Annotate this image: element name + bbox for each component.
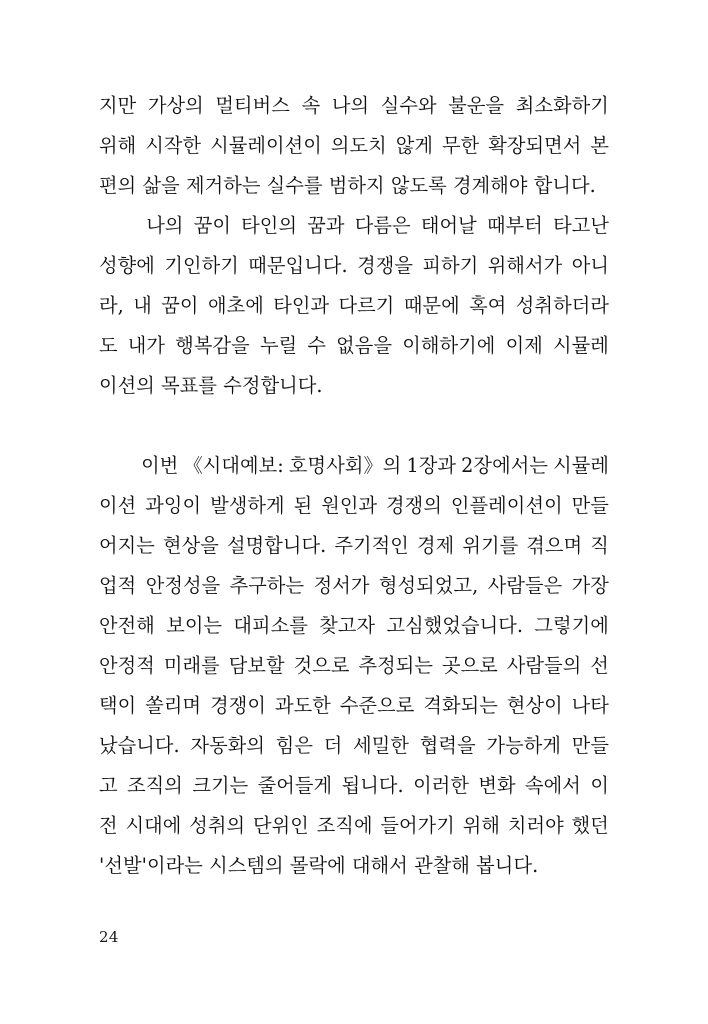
text-segment: 겪으며 [526, 534, 583, 557]
text-segment: 가능하게 [486, 734, 561, 757]
text-line [99, 446, 609, 486]
text-segment: 조직에 [316, 814, 373, 837]
text-segment: 나의 [331, 94, 370, 117]
text-segment: 만들 [571, 734, 609, 757]
text-segment: 시대에 [125, 814, 182, 837]
text-segment: 성취의 [189, 814, 246, 837]
text-line [99, 126, 609, 166]
text-segment: 내 [133, 294, 152, 317]
text-segment: 선 [590, 654, 609, 677]
text-line [99, 166, 609, 206]
text-segment: 위해 [99, 134, 137, 157]
text-segment: 수 [307, 334, 327, 357]
text-segment: 혹여 [469, 294, 507, 317]
text-segment: 가장 [571, 574, 609, 597]
text-segment: 안정적 [99, 654, 155, 677]
text-segment: 업적 [99, 574, 137, 597]
text-segment: 크기는 [192, 774, 249, 797]
text-segment: 형성되었고, [378, 574, 479, 597]
text-segment: 더 [323, 734, 343, 757]
text-segment: 추정되는 [358, 654, 433, 677]
paragraph-2 [99, 206, 609, 406]
text-segment: 다르기 [338, 294, 395, 317]
text-segment: 애초에 [207, 294, 264, 317]
text-segment: 과도한 [274, 694, 331, 717]
text-segment: 미래를 [163, 654, 220, 677]
text-segment: 시뮬레 [553, 334, 609, 357]
text-segment: 힘은 [275, 734, 314, 757]
paragraph-indent [99, 446, 136, 486]
text-segment: 과잉이 [145, 494, 202, 517]
text-segment: 아니 [571, 254, 609, 277]
text-segment: 추구하는 [229, 574, 305, 597]
text-segment: 시뮬레이션이 [210, 134, 322, 157]
text-segment: 이션의 목표를 수정합니다. [99, 374, 323, 397]
text-segment: 이 [590, 774, 609, 797]
text-line [99, 766, 609, 806]
text-segment: 이해하기에 [402, 334, 496, 357]
text-segment: 주기적인 [334, 534, 409, 557]
text-segment: 이러한 [413, 774, 469, 797]
text-segment: 자동화의 [190, 734, 266, 757]
text-segment: 현상을 [162, 534, 219, 557]
text-segment: 1장과 [406, 454, 457, 477]
text-segment: 경제 [416, 534, 455, 557]
text-segment: 그렇기에 [534, 614, 609, 637]
text-line [99, 686, 609, 726]
text-segment: 속에서 [525, 774, 581, 797]
text-segment: 격화되는 [423, 694, 498, 717]
text-segment: 《시대예보: [183, 454, 284, 477]
text-segment: 때문입니다. [248, 254, 348, 277]
text-segment: 편의 삶을 제거하는 실수를 범하지 않도록 경계해야 합니다. [99, 174, 596, 197]
text-segment: 성취하더라 [515, 294, 609, 317]
text-segment: 성향에 [99, 254, 155, 277]
text-segment: 만들 [571, 494, 609, 517]
text-segment: 의도치 [330, 134, 387, 157]
text-segment: 줄어들게 [257, 774, 333, 797]
text-segment: 고 [99, 774, 118, 797]
text-segment: 경쟁이 [210, 694, 266, 717]
text-segment: 치러야 [507, 814, 564, 837]
text-segment: 태어날 [420, 214, 477, 237]
text-segment: 전 [99, 814, 118, 837]
text-segment: 조직의 [127, 774, 183, 797]
text-segment: 타인과 [273, 294, 330, 317]
text-segment: 쏠리며 [145, 694, 202, 717]
text-line [99, 206, 609, 246]
paragraph-separator [99, 406, 609, 446]
text-line [99, 806, 609, 846]
text-segment: 경쟁을 [357, 254, 413, 277]
text-segment: 협력을 [419, 734, 476, 757]
text-segment: 라, [99, 294, 124, 317]
text-segment: 멀티버스 [215, 94, 290, 117]
text-segment: 안전해 [99, 614, 155, 637]
text-segment: 했던 [571, 814, 609, 837]
text-line [99, 486, 609, 526]
text-segment: 때문에 [403, 294, 460, 317]
text-segment: 사람들은 [487, 574, 563, 597]
text-segment: 곳으로 [441, 654, 498, 677]
text-line [99, 326, 609, 366]
text-segment: 들어가기 [380, 814, 455, 837]
text-line [99, 646, 609, 686]
text-segment: 꿈이 [161, 294, 199, 317]
page-number: 24 [99, 928, 119, 946]
text-line [99, 566, 609, 606]
text-segment: 내가 [127, 334, 166, 357]
text-segment: 때부터 [486, 214, 543, 237]
text-segment: 가상의 [147, 94, 204, 117]
text-segment: 위해 [462, 814, 501, 837]
text-line [99, 86, 609, 126]
text-segment: 찾고자 [319, 614, 376, 637]
text-segment: 다름은 [354, 214, 411, 237]
text-line [99, 366, 609, 406]
text-line [99, 726, 609, 766]
text-segment: 수준으로 [339, 694, 415, 717]
text-segment: 세밀한 [353, 734, 410, 757]
text-segment: 보이는 [166, 614, 223, 637]
text-segment: 꿈과 [307, 214, 345, 237]
text-segment: 위해서가 [487, 254, 563, 277]
text-segment: 시뮬레 [553, 454, 609, 477]
text-segment: 고심했었습니다. [386, 614, 524, 637]
text-segment: 실수와 [380, 94, 437, 117]
text-segment: 최소화하기 [515, 94, 609, 117]
text-segment: 없음을 [336, 334, 393, 357]
text-segment: 위기를 [462, 534, 519, 557]
text-segment: 도 [99, 334, 118, 357]
text-segment: 경쟁의 [386, 494, 442, 517]
text-segment: 안정성을 [145, 574, 221, 597]
text-segment: 누릴 [259, 334, 298, 357]
text-segment: 인플레이션이 [450, 494, 563, 517]
text-segment: 담보할 [228, 654, 285, 677]
text-segment: 원인과 [321, 494, 378, 517]
text-segment: 사람들의 [506, 654, 582, 677]
text-segment: 택이 [99, 694, 137, 717]
text-segment: 설명합니다. [226, 534, 327, 557]
text-segment: 현상이 [506, 694, 563, 717]
text-segment: 피하기 [422, 254, 479, 277]
text-segment: 된 [293, 494, 313, 517]
text-segment: 지만 [99, 94, 137, 117]
text-segment: 타고난 [553, 214, 609, 237]
text-segment: 이번 [141, 454, 179, 477]
text-segment: 발생하게 [210, 494, 285, 517]
text-segment: 됩니다. [341, 774, 404, 797]
text-segment: 불운을 [448, 94, 505, 117]
text-segment: 이제 [505, 334, 543, 357]
text-segment: 확장되면서 [488, 134, 582, 157]
text-segment: 변화 [478, 774, 516, 797]
text-line [99, 846, 609, 886]
paragraph-1 [99, 86, 609, 206]
text-segment: 것으로 [293, 654, 350, 677]
text-segment: 행복감을 [175, 334, 250, 357]
text-segment: 않게 [395, 134, 433, 157]
text-line [99, 526, 609, 566]
text-segment: 2장에서는 [461, 454, 548, 477]
text-segment: 대피소를 [233, 614, 308, 637]
text-segment: 나타 [571, 694, 609, 717]
text-segment: 어지는 [99, 534, 155, 557]
text-line [99, 286, 609, 326]
text-line [99, 606, 609, 646]
text-segment: 났습니다. [99, 734, 180, 757]
text-segment: 호명사회》의 [288, 454, 402, 477]
text-segment: 단위인 [252, 814, 309, 837]
paragraph-indent [99, 206, 136, 246]
text-segment: 직 [590, 534, 609, 557]
text-segment: 나의 [146, 214, 184, 237]
paragraph-3 [99, 446, 609, 886]
text-segment: '선발'이라는 시스템의 몰락에 대해서 관찰해 봅니다. [99, 854, 539, 877]
text-segment: 기인하기 [164, 254, 239, 277]
text-segment: 타인의 [241, 214, 298, 237]
text-segment: 이션 [99, 494, 137, 517]
text-segment: 정서가 [313, 574, 370, 597]
body-text-column [99, 86, 609, 886]
text-line [99, 246, 609, 286]
text-segment: 본 [590, 134, 609, 157]
text-segment: 꿈이 [193, 214, 231, 237]
text-segment: 속 [301, 94, 321, 117]
text-segment: 무한 [441, 134, 480, 157]
text-segment: 시작한 [145, 134, 202, 157]
